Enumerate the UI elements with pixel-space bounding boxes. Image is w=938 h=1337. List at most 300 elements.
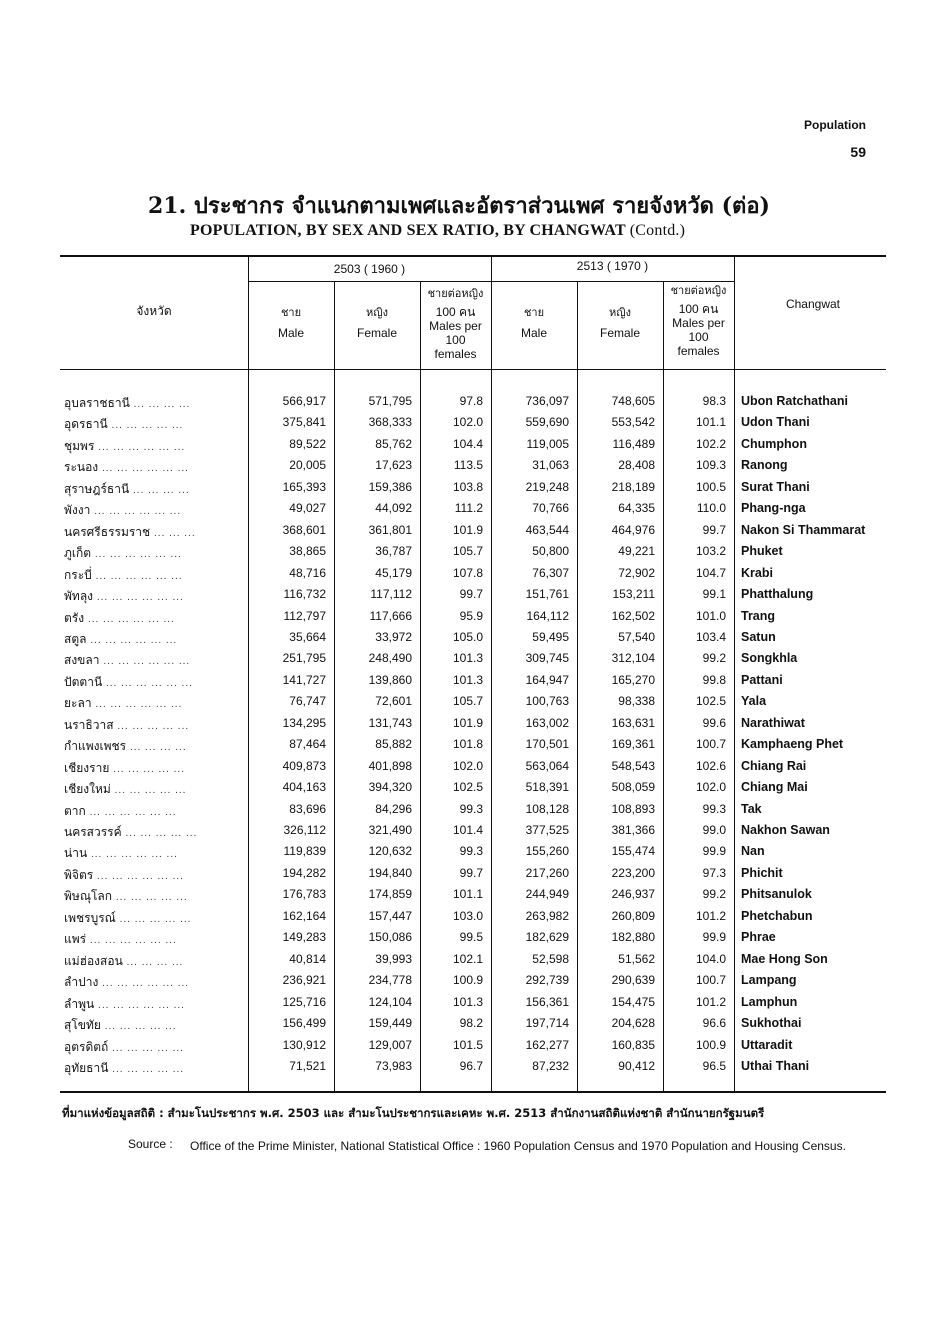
- table-row: [64, 1059, 884, 1080]
- table-row: [64, 415, 884, 436]
- female-1970: 312,104: [611, 651, 655, 666]
- table-top-rule: [60, 255, 886, 257]
- changwat-thai-name: กระบี่: [64, 567, 92, 582]
- ratio-1970: 99.1: [702, 587, 726, 602]
- ratio-1960: 101.4: [452, 823, 483, 837]
- female-1960: 85,882: [375, 737, 412, 752]
- changwat-thai-name: ยะลา: [64, 696, 92, 711]
- table-row: [64, 587, 884, 608]
- changwat-thai-name: พัทลุง: [64, 589, 94, 604]
- changwat-english: Lamphun: [741, 994, 798, 1009]
- ratio-1960: 101.9: [452, 522, 483, 537]
- changwat-thai-name: สุโขทัย: [64, 1018, 101, 1033]
- female-1960: 72,601: [375, 694, 412, 709]
- table-title-english: [190, 222, 685, 240]
- changwat-english: Lampang: [741, 973, 797, 988]
- female-1970: 28,408: [618, 458, 655, 473]
- changwat-thai: [64, 458, 189, 477]
- female-1970: 553,542: [611, 415, 655, 430]
- ratio-1960: 113.5: [453, 458, 483, 473]
- source-note-english: Office of the Prime Minister, National Statistical Office : 1960 Population Census and 1970 Population and Housing Census.: [190, 1139, 846, 1153]
- female-1970: 290,639: [611, 973, 655, 988]
- table-row: [64, 1038, 884, 1059]
- title-contd: (Contd.): [629, 222, 686, 239]
- changwat-thai-name: นราธิวาส: [64, 717, 114, 732]
- female-1970: 153,211: [612, 587, 655, 602]
- ratio-1960: 99.5: [459, 930, 483, 945]
- leader-dots: ... ... ... ...: [126, 956, 184, 968]
- male-1960: 76,747: [289, 694, 326, 709]
- male-1960: 409,873: [282, 758, 326, 773]
- female-1970: 223,200: [611, 865, 655, 880]
- changwat-thai: [64, 995, 185, 1014]
- male-1960: 89,522: [289, 436, 326, 451]
- female-1960: 159,386: [368, 479, 412, 494]
- changwat-english: Krabi: [741, 565, 773, 580]
- female-1970: 182,880: [611, 930, 655, 945]
- changwat-thai-name: เพชรบูรณ์: [64, 910, 116, 925]
- leader-dots: ... ... ... ... ... ...: [98, 441, 186, 453]
- female-1960: 36,787: [375, 544, 412, 559]
- table-row: [64, 394, 884, 415]
- female-1970: 165,270: [611, 672, 655, 687]
- changwat-thai: [64, 544, 182, 563]
- female-1960: 248,490: [368, 651, 412, 666]
- ratio-1970: 104.7: [695, 565, 726, 580]
- leader-dots: ... ... ... ...: [129, 742, 187, 754]
- male-1960: 165,393: [282, 479, 326, 494]
- changwat-thai-name: พิจิตร: [64, 867, 94, 882]
- leader-dots: ... ... ... ... ...: [115, 892, 188, 904]
- leader-dots: ... ... ... ... ... ...: [90, 634, 178, 646]
- changwat-thai: [64, 887, 188, 906]
- ratio-1970: 99.9: [702, 844, 726, 859]
- table-row: [64, 887, 884, 908]
- ratio-1970: 100.7: [695, 737, 726, 752]
- ratio-1960: 95.9: [459, 608, 483, 623]
- section-header: Population: [804, 118, 866, 132]
- changwat-english: Narathiwat: [741, 715, 805, 730]
- female-1970: 464,976: [611, 522, 655, 537]
- female-1960: 33,972: [375, 629, 412, 644]
- changwat-thai-name: น่าน: [64, 846, 88, 861]
- ratio-1960: 104.4: [452, 436, 483, 451]
- female-1970: 72,902: [618, 565, 655, 580]
- leader-dots: ... ... ... ... ... ...: [95, 699, 183, 711]
- ratio-1970: 99.2: [702, 651, 726, 666]
- male-1960: 326,112: [283, 823, 326, 837]
- ratio-per-100: 100 คน: [678, 302, 719, 316]
- female-english: Female: [356, 326, 397, 340]
- changwat-english: Mae Hong Son: [741, 951, 828, 966]
- female-1970: 90,412: [618, 1058, 655, 1073]
- changwat-thai: [64, 651, 190, 670]
- ratio-1970: 102.5: [695, 694, 726, 709]
- male-1960: 130,912: [282, 1037, 326, 1052]
- male-1970: 292,739: [525, 973, 569, 988]
- changwat-thai-name: ปัตตานี: [64, 674, 103, 689]
- female-1960: 321,490: [368, 823, 412, 837]
- male-1970: 377,525: [525, 823, 569, 837]
- female-1960: 234,778: [368, 973, 412, 988]
- year-underline-1970: [491, 281, 734, 282]
- changwat-thai: [64, 759, 185, 778]
- ratio-1970: 99.8: [702, 672, 726, 687]
- changwat-english: Chiang Rai: [741, 758, 807, 773]
- changwat-thai-name: นครศรีธรรมราช: [64, 524, 151, 539]
- changwat-english: Pattani: [741, 672, 783, 687]
- male-1960: 251,795: [282, 651, 326, 666]
- male-1970: 263,982: [525, 908, 569, 923]
- changwat-thai: [64, 909, 191, 928]
- leader-dots: ... ... ... ... ... ...: [103, 656, 191, 668]
- leader-dots: ... ... ... ... ... ...: [102, 978, 190, 990]
- male-1970: 164,112: [526, 608, 569, 623]
- changwat-thai: [64, 716, 189, 735]
- changwat-english: Tak: [741, 801, 762, 816]
- changwat-thai: [64, 566, 183, 585]
- changwat-english: Surat Thani: [741, 479, 810, 494]
- ratio-1970: 102.2: [695, 436, 726, 451]
- changwat-thai-name: กำแพงเพชร: [64, 739, 127, 754]
- changwat-english: Chiang Mai: [741, 780, 808, 795]
- female-1960: 124,104: [368, 994, 412, 1009]
- table-row: [64, 609, 884, 630]
- table-row: [64, 458, 884, 479]
- leader-dots: ... ... ... ... ... ...: [105, 677, 193, 689]
- male-1970: 164,947: [525, 672, 569, 687]
- table-row: [64, 523, 884, 544]
- leader-dots: ... ... ... ... ... ...: [89, 935, 177, 947]
- male-1970: 59,495: [532, 629, 569, 644]
- source-label: Source :: [128, 1137, 173, 1151]
- female-1970: 98,338: [618, 694, 655, 709]
- female-1970: 51,562: [618, 951, 655, 966]
- male-english: Male: [520, 326, 547, 340]
- table-row: [64, 759, 884, 780]
- female-1960: 139,860: [368, 672, 412, 687]
- changwat-english: Trang: [741, 608, 776, 623]
- female-1970: 49,221: [618, 544, 655, 559]
- leader-dots: ... ... ... ... ... ...: [90, 849, 178, 861]
- female-1970: 204,628: [611, 1016, 655, 1031]
- changwat-thai-name: ภูเก็ต: [64, 546, 92, 561]
- table-row: [64, 995, 884, 1016]
- changwat-english: Phuket: [741, 544, 783, 559]
- ratio-english-1: Males per: [672, 316, 725, 330]
- table-row: [64, 737, 884, 758]
- male-1960: 176,783: [282, 887, 326, 902]
- female-1970: 169,361: [611, 737, 655, 752]
- changwat-english: Phichit: [741, 865, 783, 880]
- female-1960: 361,801: [368, 522, 412, 537]
- female-1970: 548,543: [611, 758, 655, 773]
- male-1970: 87,232: [532, 1058, 569, 1073]
- male-1960: 83,696: [289, 801, 326, 816]
- male-1960: 38,865: [289, 544, 326, 559]
- leader-dots: ... ... ... ... ...: [112, 1042, 184, 1054]
- male-1970: 162,277: [525, 1037, 569, 1052]
- male-1970: 244,949: [525, 887, 569, 902]
- female-1970: 155,474: [611, 844, 655, 859]
- table-row: [64, 437, 884, 458]
- changwat-thai-name: อุบลราชธานี: [64, 396, 130, 410]
- changwat-thai-name: อุดรธานี: [64, 417, 108, 432]
- leader-dots: ... ... ... ... ...: [113, 763, 185, 775]
- female-thai: หญิง: [366, 306, 388, 319]
- header-ratio-1970: [663, 284, 734, 358]
- ratio-english-1: Males per: [429, 319, 482, 333]
- ratio-1960: 102.1: [452, 951, 483, 966]
- female-1970: 260,809: [611, 908, 655, 923]
- male-1970: 217,260: [525, 865, 569, 880]
- male-1970: 31,063: [532, 458, 569, 473]
- changwat-english: Ubon Ratchathani: [741, 394, 848, 408]
- female-1960: 150,086: [368, 930, 412, 945]
- ratio-thai: ชายต่อหญิง: [670, 284, 727, 297]
- male-1970: 219,248: [525, 479, 569, 494]
- male-thai: ชาย: [523, 306, 545, 319]
- changwat-thai: [64, 1059, 184, 1078]
- female-1970: 748,605: [611, 394, 655, 408]
- female-1960: 73,983: [375, 1058, 412, 1073]
- male-1960: 71,521: [289, 1058, 326, 1073]
- changwat-thai: [64, 437, 185, 456]
- ratio-1970: 109.3: [695, 458, 726, 473]
- changwat-thai-name: ลำพูน: [64, 996, 95, 1011]
- changwat-english: Songkhla: [741, 651, 798, 666]
- ratio-1970: 101.1: [695, 415, 726, 430]
- changwat-thai-name: ตาก: [64, 803, 86, 818]
- leader-dots: ... ... ...: [154, 527, 196, 539]
- changwat-thai: [64, 1016, 177, 1035]
- ratio-1960: 98.2: [459, 1016, 483, 1031]
- leader-dots: ... ... ... ...: [133, 484, 190, 496]
- changwat-english: Nan: [741, 844, 765, 859]
- table-row: [64, 544, 884, 565]
- table-row: [64, 1016, 884, 1037]
- female-1960: 129,007: [368, 1037, 412, 1052]
- changwat-english: Phitsanulok: [741, 887, 812, 902]
- male-1970: 309,745: [525, 651, 569, 666]
- header-female-1970: [577, 306, 663, 340]
- changwat-thai-name: เชียงราย: [64, 760, 110, 775]
- male-1970: 52,598: [532, 951, 569, 966]
- male-1960: 162,164: [282, 908, 326, 923]
- table-bottom-rule: [60, 1091, 886, 1093]
- female-1960: 44,092: [375, 501, 412, 516]
- leader-dots: ... ... ... ... ...: [119, 913, 192, 925]
- changwat-thai: [64, 630, 177, 649]
- male-1970: 119,005: [526, 436, 569, 451]
- male-1970: 563,064: [525, 758, 569, 773]
- header-year-1970: 2513 ( 1970 ): [576, 259, 649, 273]
- ratio-1970: 100.9: [695, 1037, 726, 1052]
- leader-dots: ... ... ... ... ...: [112, 1063, 185, 1075]
- female-1970: 381,366: [611, 823, 655, 837]
- male-1960: 49,027: [289, 501, 326, 516]
- ratio-1970: 102.6: [695, 758, 726, 773]
- male-1960: 112,797: [283, 608, 326, 623]
- ratio-1960: 105.7: [452, 544, 483, 559]
- male-1970: 518,391: [525, 780, 569, 795]
- ratio-1970: 101.2: [695, 908, 726, 923]
- female-1970: 508,059: [611, 780, 655, 795]
- male-1970: 70,766: [532, 501, 569, 516]
- female-1960: 368,333: [368, 415, 412, 430]
- changwat-thai: [64, 609, 175, 628]
- ratio-1970: 97.3: [702, 865, 726, 880]
- male-1970: 559,690: [525, 415, 569, 430]
- male-1960: 125,716: [282, 994, 326, 1009]
- changwat-thai-name: ระนอง: [64, 460, 99, 475]
- changwat-english: Kamphaeng Phet: [741, 737, 844, 752]
- changwat-thai: [64, 501, 181, 520]
- male-1970: 108,128: [525, 801, 569, 816]
- ratio-1970: 102.0: [695, 780, 726, 795]
- changwat-english: Uthai Thani: [741, 1058, 810, 1073]
- table-row: [64, 480, 884, 501]
- table-row: [64, 930, 884, 951]
- male-1970: 156,361: [525, 994, 569, 1009]
- ratio-1970: 103.4: [695, 629, 726, 644]
- ratio-1970: 101.0: [695, 608, 726, 623]
- leader-dots: ... ... ... ... ... ...: [95, 570, 183, 582]
- male-1960: 40,814: [289, 951, 326, 966]
- leader-dots: ... ... ... ... ...: [125, 828, 198, 839]
- leader-dots: ... ... ... ... ...: [117, 720, 190, 732]
- changwat-thai: [64, 973, 189, 992]
- changwat-thai-name: ตรัง: [64, 610, 85, 625]
- ratio-1960: 100.9: [452, 973, 483, 988]
- ratio-per-100: 100 คน: [435, 305, 476, 319]
- table-row: [64, 501, 884, 522]
- changwat-thai: [64, 394, 190, 413]
- ratio-1960: 111.2: [454, 501, 483, 516]
- changwat-thai: [64, 415, 183, 434]
- changwat-thai-name: แพร่: [64, 932, 87, 947]
- changwat-thai: [64, 523, 196, 542]
- changwat-thai: [64, 844, 178, 863]
- male-1960: 566,917: [282, 394, 326, 408]
- female-1960: 85,762: [375, 436, 412, 451]
- leader-dots: ... ... ... ... ...: [111, 420, 184, 432]
- changwat-english: Yala: [741, 694, 767, 709]
- female-1960: 17,623: [375, 458, 412, 473]
- header-male-1970: [491, 306, 577, 340]
- female-1970: 218,189: [611, 479, 655, 494]
- male-1970: 163,002: [525, 715, 569, 730]
- changwat-english: Phrae: [741, 930, 776, 945]
- ratio-1960: 99.7: [459, 865, 483, 880]
- ratio-1970: 99.2: [702, 887, 726, 902]
- ratio-1970: 98.3: [702, 394, 726, 408]
- changwat-thai-name: ลำปาง: [64, 975, 99, 990]
- changwat-thai-name: พังงา: [64, 503, 91, 518]
- ratio-1960: 101.9: [452, 715, 483, 730]
- female-1970: 108,893: [611, 801, 655, 816]
- changwat-thai: [64, 737, 187, 756]
- changwat-english: Sukhothai: [741, 1016, 802, 1031]
- male-1960: 48,716: [289, 565, 326, 580]
- male-1960: 368,601: [282, 522, 326, 537]
- female-1960: 45,179: [375, 565, 412, 580]
- male-1960: 119,839: [283, 844, 326, 859]
- female-english: Female: [599, 326, 640, 340]
- changwat-english: Nakhon Sawan: [741, 823, 830, 837]
- ratio-1970: 99.9: [702, 930, 726, 945]
- header-year-1960: 2503 ( 1960 ): [333, 262, 406, 276]
- female-1970: 64,335: [618, 501, 655, 516]
- ratio-1970: 100.7: [695, 973, 726, 988]
- female-1960: 401,898: [368, 758, 412, 773]
- changwat-english: Satun: [741, 629, 776, 644]
- male-1960: 20,005: [289, 458, 326, 473]
- page-number: 59: [850, 144, 866, 160]
- female-1970: 57,540: [618, 629, 655, 644]
- table-title-thai: 21. ประชากร จำแนกตามเพศและอัตราส่วนเพศ รายจังหวัด (ต่อ): [148, 193, 770, 219]
- changwat-english: Phatthalung: [741, 587, 814, 602]
- male-1970: 170,501: [525, 737, 569, 752]
- table-header-rule: [60, 369, 886, 370]
- table-row: [64, 973, 884, 994]
- header-ratio-1960: [420, 287, 491, 361]
- changwat-english: Chumphon: [741, 436, 807, 451]
- male-1960: 149,283: [282, 930, 326, 945]
- female-1970: 162,502: [611, 608, 655, 623]
- male-1960: 134,295: [282, 715, 326, 730]
- ratio-english-3: females: [677, 344, 720, 358]
- changwat-thai: [64, 480, 190, 499]
- male-1970: 463,544: [525, 522, 569, 537]
- header-changwat-english: Changwat: [785, 297, 841, 311]
- table-row: [64, 673, 884, 694]
- ratio-1960: 101.8: [452, 737, 483, 752]
- table-row: [64, 823, 884, 844]
- ratio-1970: 101.2: [695, 994, 726, 1009]
- ratio-1970: 99.3: [702, 801, 726, 816]
- ratio-1960: 99.3: [459, 844, 483, 859]
- changwat-english: Phetchabun: [741, 908, 813, 923]
- leader-dots: ... ... ... ... ...: [114, 785, 187, 797]
- changwat-thai-name: อุตรดิตถ์: [64, 1039, 109, 1054]
- male-1970: 182,629: [525, 930, 569, 945]
- ratio-1970: 110.0: [696, 501, 726, 516]
- title-english-text: POPULATION, BY SEX AND SEX RATIO, BY CHANGWAT: [190, 222, 626, 239]
- male-1970: 155,260: [525, 844, 569, 859]
- year-underline-1960: [248, 281, 491, 282]
- changwat-thai: [64, 780, 186, 799]
- male-1960: 35,664: [289, 629, 326, 644]
- changwat-thai: [64, 930, 177, 949]
- ratio-english-2: 100: [688, 330, 709, 344]
- table-row: [64, 566, 884, 587]
- female-thai: หญิง: [609, 306, 631, 319]
- ratio-1960: 102.0: [452, 415, 483, 430]
- changwat-thai-name: สตูล: [64, 631, 87, 646]
- male-1970: 151,761: [525, 587, 569, 602]
- ratio-1960: 103.8: [452, 479, 483, 494]
- female-1970: 160,835: [611, 1037, 655, 1052]
- ratio-1970: 96.5: [702, 1058, 726, 1073]
- male-1960: 375,841: [282, 415, 326, 430]
- male-1970: 50,800: [532, 544, 569, 559]
- ratio-1960: 101.3: [452, 651, 483, 666]
- female-1960: 117,666: [369, 608, 412, 623]
- leader-dots: ... ... ... ... ... ...: [98, 999, 185, 1011]
- male-1960: 156,499: [282, 1016, 326, 1031]
- female-1970: 163,631: [611, 715, 655, 730]
